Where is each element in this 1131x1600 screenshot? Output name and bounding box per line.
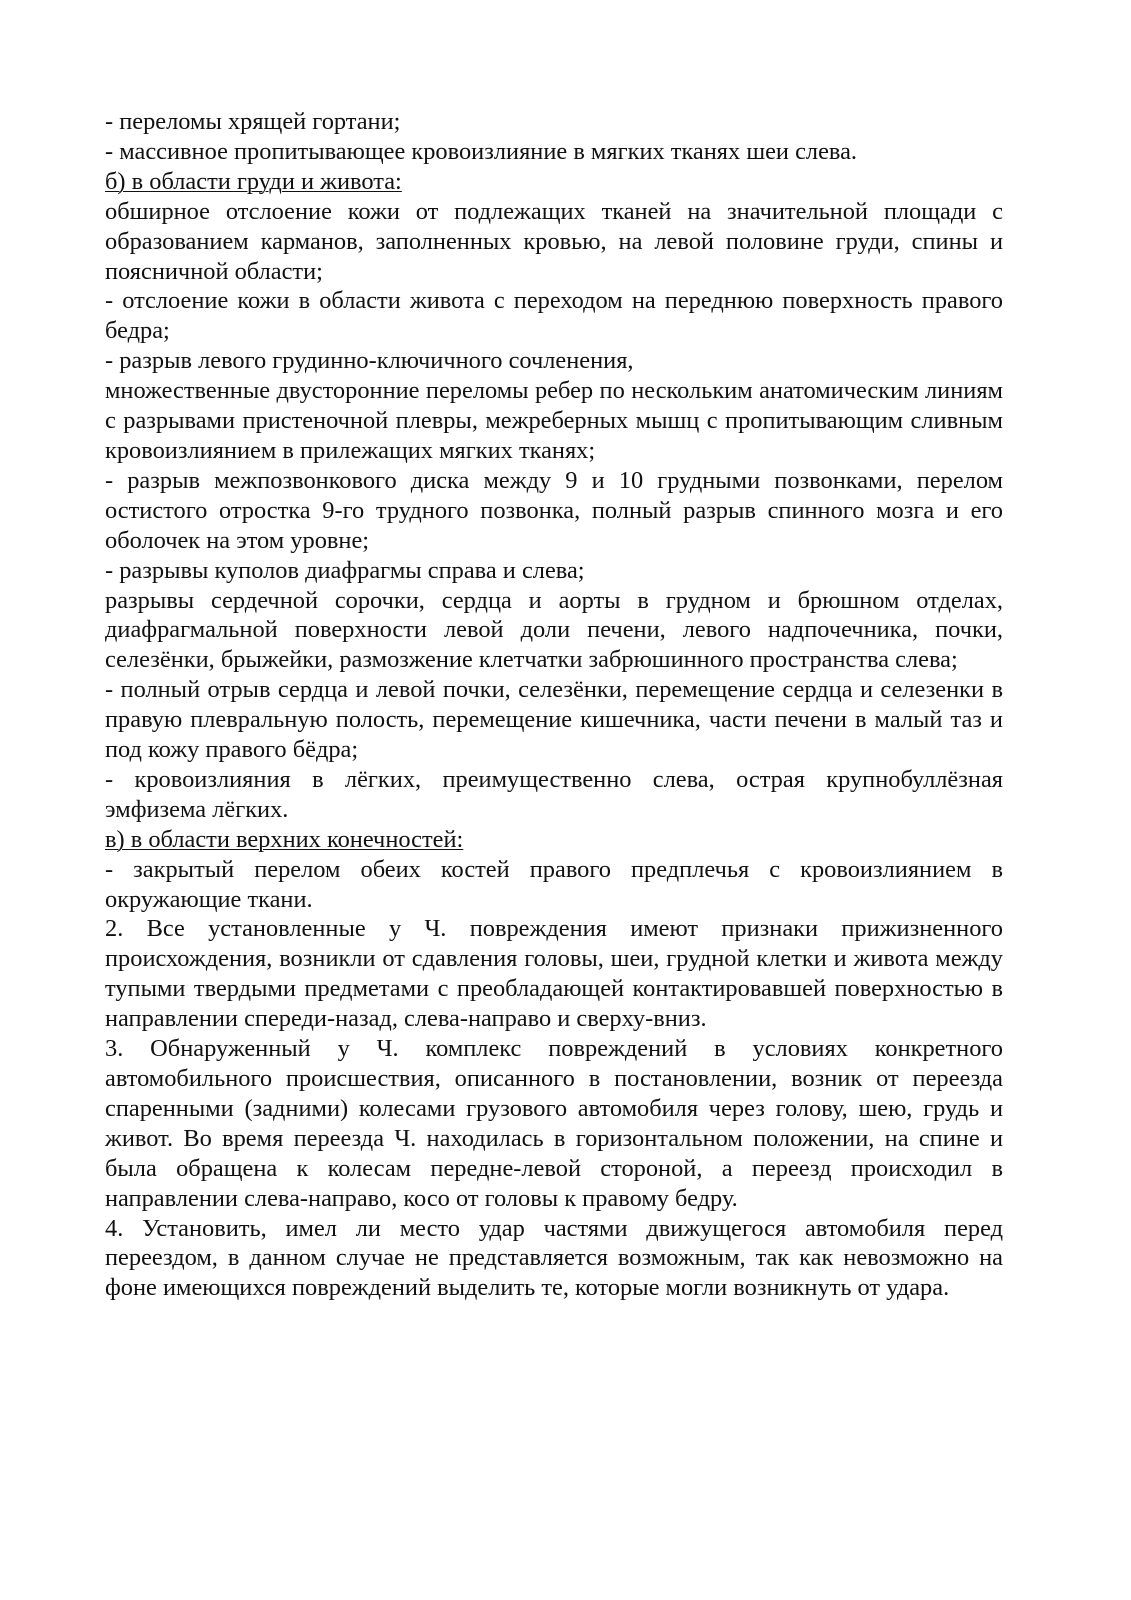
list-item-abdomen-skin: - отслоение кожи в области живота с переходом на переднюю поверхность правого бедра; bbox=[105, 287, 1003, 345]
list-item-sternoclavicular: - разрыв левого грудинно-ключичного сочленения, bbox=[105, 347, 634, 375]
list-item-neck-hemorrhage: - массивное пропитывающее кровоизлияние в мягких тканях шеи слева. bbox=[105, 137, 858, 165]
paragraph-organ-ruptures: разрывы сердечной сорочки, сердца и аорты в грудном и брюшном отделах, диафрагмальной поверхности левой доли печени, левого надпочечника, почки, селезёнки, брыжейки, размозжение клетчатки забрюшинного пространства слева; bbox=[105, 586, 1003, 674]
document-page bbox=[105, 107, 1003, 1303]
paragraph-skin-detachment: обширное отслоение кожи от подлежащих тканей на значительной площади с образованием карманов, заполненных кровью, на левой половине груди, спины и поясничной области; bbox=[105, 197, 1003, 285]
list-item-heart-detachment: - полный отрыв сердца и левой почки, селезёнки, перемещение сердца и селезенки в правую плевральную полость, перемещение кишечника, части печени в малый таз и под кожу правого бёдра; bbox=[105, 676, 1003, 764]
list-item-spine: - разрыв межпозвонкового диска между 9 и 10 грудными позвонками, перелом остистого отростка 9-го трудного позвонка, полный разрыв спинного мозга и его оболочек на этом уровне; bbox=[105, 466, 1003, 554]
section-heading-chest-abdomen: б) в области груди и живота: bbox=[105, 167, 402, 195]
paragraph-conclusion-3: 3. Обнаруженный у Ч. комплекс повреждений в условиях конкретного автомобильного происшествия, описанного в постановлении, возник от переезда спаренными (задними) колесами грузового автомобиля через голову, шею, грудь и живот. Во время переезда Ч. находилась в горизонтальном положении, на спине и была обращена к колесам передне-левой стороной, а переезд происходил в направлении слева-направо, косо от головы к правому бедру. bbox=[105, 1035, 1003, 1212]
section-heading-upper-limbs: в) в области верхних конечностей: bbox=[105, 825, 464, 853]
list-item-lungs: - кровоизлияния в лёгких, преимущественно слева, острая крупнобуллёзная эмфизема лёгких. bbox=[105, 765, 1003, 823]
list-item-forearm: - закрытый перелом обеих костей правого предплечья с кровоизлиянием в окружающие ткани. bbox=[105, 855, 1003, 913]
list-item-diaphragm: - разрывы куполов диафрагмы справа и слева; bbox=[105, 556, 585, 584]
paragraph-conclusion-4: 4. Установить, имел ли место удар частями движущегося автомобиля перед переездом, в данном случае не представляется возможным, так как невозможно на фоне имеющихся повреждений выделить те, которые могли возникнуть от удара. bbox=[105, 1214, 1003, 1302]
list-item-larynx: - переломы хрящей гортани; bbox=[105, 108, 401, 135]
paragraph-rib-fractures: множественные двусторонние переломы ребер по нескольким анатомическим линиям с разрывами пристеночной плевры, межреберных мышц с пропитывающим сливным кровоизлиянием в прилежащих мягких тканях; bbox=[105, 377, 1003, 464]
paragraph-conclusion-2: 2. Все установленные у Ч. повреждения имеют признаки прижизненного происхождения, возникли от сдавления головы, шеи, грудной клетки и живота между тупыми твердыми предметами с преобладающей контактировавшей поверхностью в направлении спереди-назад, слева-направо и сверху-вниз. bbox=[105, 915, 1003, 1033]
